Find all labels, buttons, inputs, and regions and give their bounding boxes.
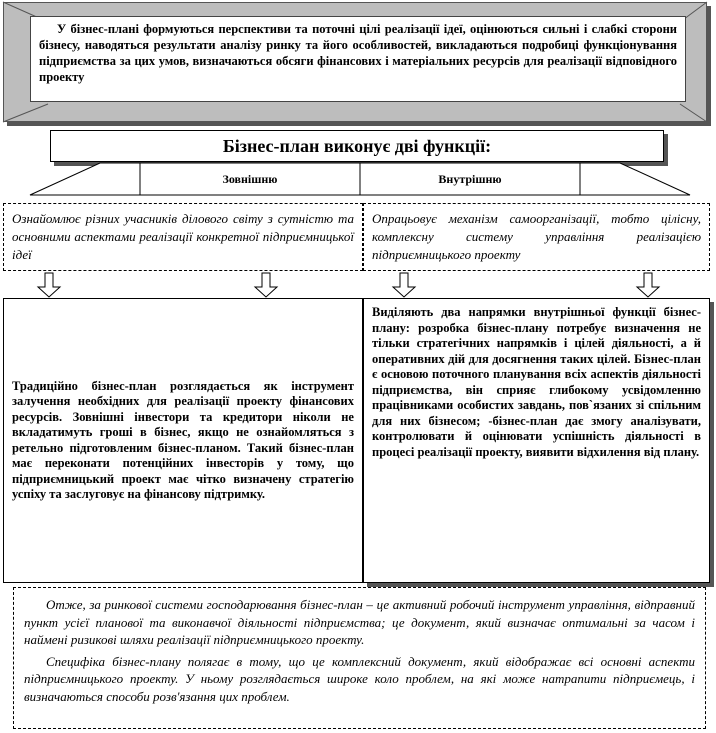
internal-detail-box [363, 298, 710, 583]
top-description: У бізнес-плані формуються перспективи та поточні цілі реалізації ідеї, оцінюються сильні і слабкі сторони бізнесу, наводяться результати аналізу ринку та його особливостей, викладаються подробиці функціонування підприємства за цих умов, визначаються обсяги фінансових і матеріальних ресурсів для реалізації відповідного проекту [30, 16, 686, 102]
conclusion-box [13, 587, 706, 729]
arrows [0, 271, 716, 299]
down-arrow-icon [637, 273, 659, 297]
internal-detail-text: Виділяють два напрямки внутрішньої функції бізнес-плану: розробка бізнес-плану потребує визначення не тільки стратегічних напрямків і цілей діяльності, а й оперативних дій для досягнення таких цілей. Бізнес-план є основою поточного планування всіх аспектів діяльності підприємства, він сприяє глибокому усвідомленню працівниками особистих завдань, пов`язаних зі спільним для них бізнесом; -бізнес-план дає змогу аналізувати, контролювати й оцінювати успішність діяльності в процесі реалізації проекту, виявити відхилення від плану. [372, 305, 701, 459]
down-arrow-icon [38, 273, 60, 297]
internal-summary: Опрацьовує механізм самоорганізації, тобто цілісну, комплексну систему управління реалізацією підприємницького проекту [363, 203, 710, 271]
conclusion-paragraph-2: Специфіка бізнес-плану полягає в тому, що це комплексний документ, який відображає всі основні аспекти підприємницького проекту. У ньому розглядається широке коло проблем, на які може натрапити підприємець, і визначаються способи розв'язання цих проблем. [24, 653, 695, 704]
external-summary: Ознайомлює різних учасників ділового світу з сутністю та основними аспектами реалізації конкретної підприємницької ідеї [3, 203, 363, 271]
external-detail-text: Традиційно бізнес-план розглядається як інструмент залучення необхідних для реалізації проекту фінансових ресурсів. Зовнішні інвестори та кредитори ніколи не вкладатимуть гроші в бізнес, якщо не ознайомляться з ретельно підготовленим бізнес-планом. Такий бізнес-план має переконати потенційних інвесторів у тому, що підприємницький проект має чітко визначену стратегію успіху та заслуговує на фінансову підтримку. [12, 378, 354, 501]
internal-function-label: Внутрішню [438, 172, 502, 186]
down-arrow-icon [255, 273, 277, 297]
external-function-label: Зовнішню [222, 172, 278, 186]
conclusion-paragraph-1: Отже, за ринкової системи господарювання бізнес-план – це активний робочий інструмент управління, відправний пункт усієї планової та виконавчої діяльності підприємства; це документ, який визначає оптимальні за часом і наймені ризикові шляхи реалізації підприємницького проекту. [24, 597, 695, 647]
down-arrow-icon [393, 273, 415, 297]
external-detail-box [3, 298, 363, 583]
functions-title: Бізнес-план виконує дві функції: [50, 130, 664, 162]
